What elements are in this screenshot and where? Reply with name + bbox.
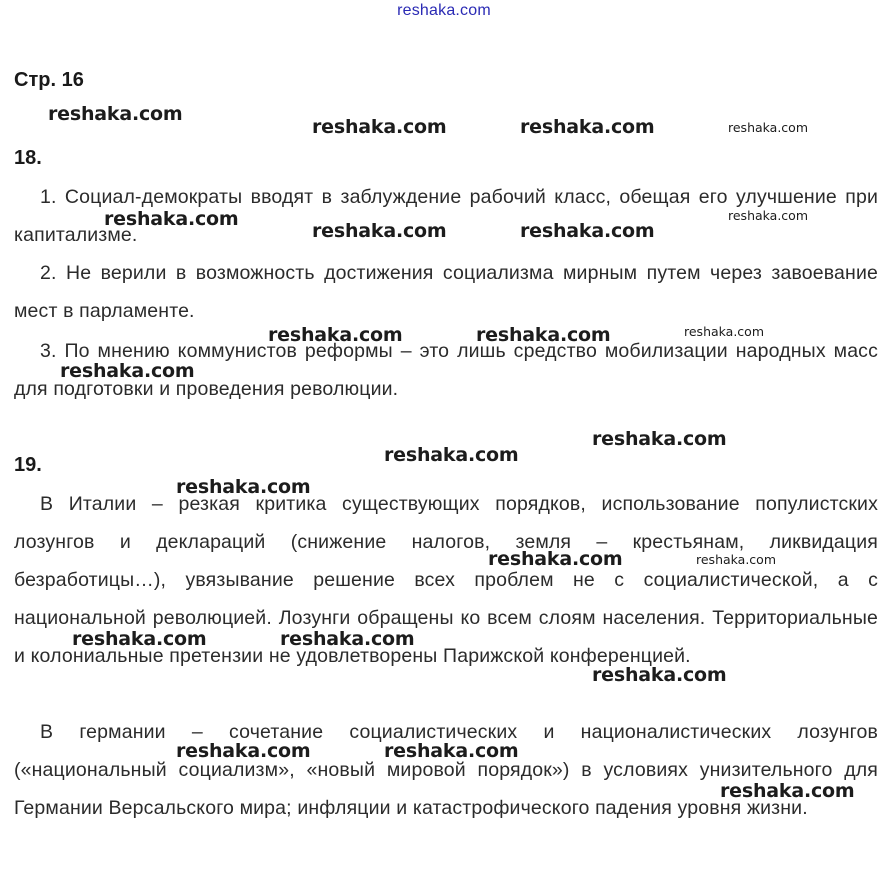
watermark: reshaka.com <box>60 360 195 382</box>
watermark: reshaka.com <box>48 103 183 125</box>
watermark: reshaka.com <box>280 628 415 650</box>
watermark: reshaka.com <box>384 444 519 466</box>
watermark: reshaka.com <box>592 428 727 450</box>
section-number-18: 18. <box>14 147 42 169</box>
paragraph-19-1: В Италии – резкая критика существующих порядков, использование популистских лозунгов и деклараций (снижение налогов, земля – крестьянам, ликвидация безработицы…), увязывание решение всех проблем не с социалистической, а с национальной революцией. Лозунги обращены ко всем слоям населения. Территориальные и колониальные претензии не удовлетворены Парижской конференцией. <box>14 493 878 667</box>
watermark: reshaka.com <box>728 120 808 135</box>
watermark: reshaka.com <box>312 116 447 138</box>
watermark: reshaka.com <box>268 324 403 346</box>
paragraph-18-2: 2. Не верили в возможность достижения социализма мирным путем через завоевание мест в парламенте. <box>14 262 878 322</box>
watermark: reshaka.com <box>684 324 764 339</box>
paragraph-18-1: 1. Социал-демократы вводят в заблуждение рабочий класс, обещая его улучшение при капитализме. <box>14 186 878 246</box>
watermark: reshaka.com <box>728 208 808 223</box>
watermark: reshaka.com <box>520 220 655 242</box>
section-number-19: 19. <box>14 454 42 476</box>
watermark: reshaka.com <box>592 664 727 686</box>
watermark: reshaka.com <box>176 740 311 762</box>
watermark: reshaka.com <box>104 208 239 230</box>
watermark: reshaka.com <box>312 220 447 242</box>
page-title: Стр. 16 <box>14 69 84 91</box>
paragraph-19-2: В германии – сочетание социалистических и националистических лозунгов («национальный социализм», «новый мировой порядок») в условиях унизительного для Германии Версальского мира; инфляции и катастрофического падения уровня жизни. <box>14 721 878 819</box>
watermark: reshaka.com <box>176 476 311 498</box>
watermark: reshaka.com <box>696 552 776 567</box>
watermark: reshaka.com <box>488 548 623 570</box>
paragraph-18-3: 3. По мнению коммунистов реформы – это лишь средство мобилизации народных масс для подготовки и проведения революции. <box>14 340 878 400</box>
watermark: reshaka.com <box>520 116 655 138</box>
watermark: reshaka.com <box>384 740 519 762</box>
watermark: reshaka.com <box>476 324 611 346</box>
site-link[interactable]: reshaka.com <box>397 2 491 19</box>
watermark: reshaka.com <box>720 780 855 802</box>
watermark: reshaka.com <box>72 628 207 650</box>
